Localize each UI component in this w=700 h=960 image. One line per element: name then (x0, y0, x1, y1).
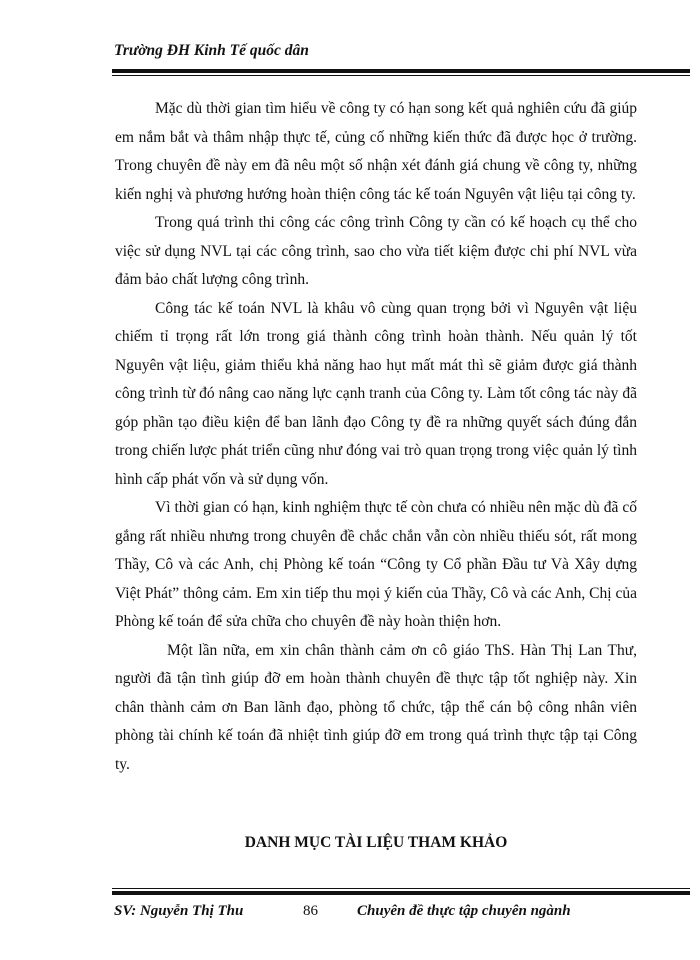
section-heading-references: DANH MỤC TÀI LIỆU THAM KHẢO (244, 834, 508, 851)
footer-topic: Chuyên đề thực tập chuyên ngành (357, 903, 571, 919)
footer-page-number: 86 (303, 903, 318, 919)
paragraph: Trong quá trình thi công các công trình Công ty cần có kế hoạch cụ thể cho việc sử dụng NVL tại các công trình, sao cho vừa tiết kiệm được chi phí NVL vừa đảm bảo chất lượng công trình. (115, 214, 637, 288)
paragraph: Công tác kế toán NVL là khâu vô cùng quan trọng bởi vì Nguyên vật liệu chiếm tỉ trọng rất lớn trong giá thành công trình hoàn thành. Nếu quản lý tốt Nguyên vật liệu, giảm thiểu khả năng hao hụt mất mát thì sẽ giảm được giá thành công trình từ đó nâng cao năng lực cạnh tranh của Công ty. Làm tốt công tác này đã góp phần tạo điều kiện để ban lãnh đạo Công ty đề ra những quyết sách đúng đắn trong chiến lược phát triển cũng như đóng vai trò quan trọng trong việc quản lý tình hình cấp phát vốn và sử dụng vốn. (115, 299, 637, 488)
header-rule-thin (112, 75, 690, 76)
footer-rule-thin (112, 888, 690, 889)
body-text (115, 95, 637, 779)
header-rule-thick (112, 69, 690, 73)
running-header-title: Trường ĐH Kinh Tế quốc dân (114, 42, 309, 59)
paragraph: Mặc dù thời gian tìm hiểu về công ty có hạn song kết quả nghiên cứu đã giúp em nắm bắt và thâm nhập thực tế, củng cố những kiến thức đã được học ở trường. Trong chuyên đề này em đã nêu một số nhận xét đánh giá chung về công ty, những kiến nghị và phương hướng hoàn thiện công tác kế toán Nguyên vật liệu tại công ty. (115, 100, 637, 203)
footer-student-name: SV: Nguyễn Thị Thu (114, 903, 244, 919)
footer-rule-thick (112, 891, 690, 895)
paragraph: Vì thời gian có hạn, kinh nghiệm thực tế còn chưa có nhiều nên mặc dù đã cố gắng rất nhiều nhưng trong chuyên đề chắc chắn vẫn còn nhiều thiếu sót, rất mong Thầy, Cô và các Anh, chị Phòng kế toán “Công ty Cổ phần Đầu tư Và Xây dựng Việt Phát” thông cảm. Em xin tiếp thu mọi ý kiến của Thầy, Cô và các Anh, Chị của Phòng kế toán để sửa chữa cho chuyên đề này hoàn thiện hơn. (115, 499, 637, 630)
paragraph: Một lần nữa, em xin chân thành cảm ơn cô giáo ThS. Hàn Thị Lan Thư, người đã tận tình giúp đỡ em hoàn thành chuyên đề thực tập tốt nghiệp này. Xin chân thành cảm ơn Ban lãnh đạo, phòng tổ chức, tập thể cán bộ công nhân viên phòng tài chính kế toán đã nhiệt tình giúp đỡ em trong quá trình thực tập tại Công ty. (115, 641, 637, 773)
